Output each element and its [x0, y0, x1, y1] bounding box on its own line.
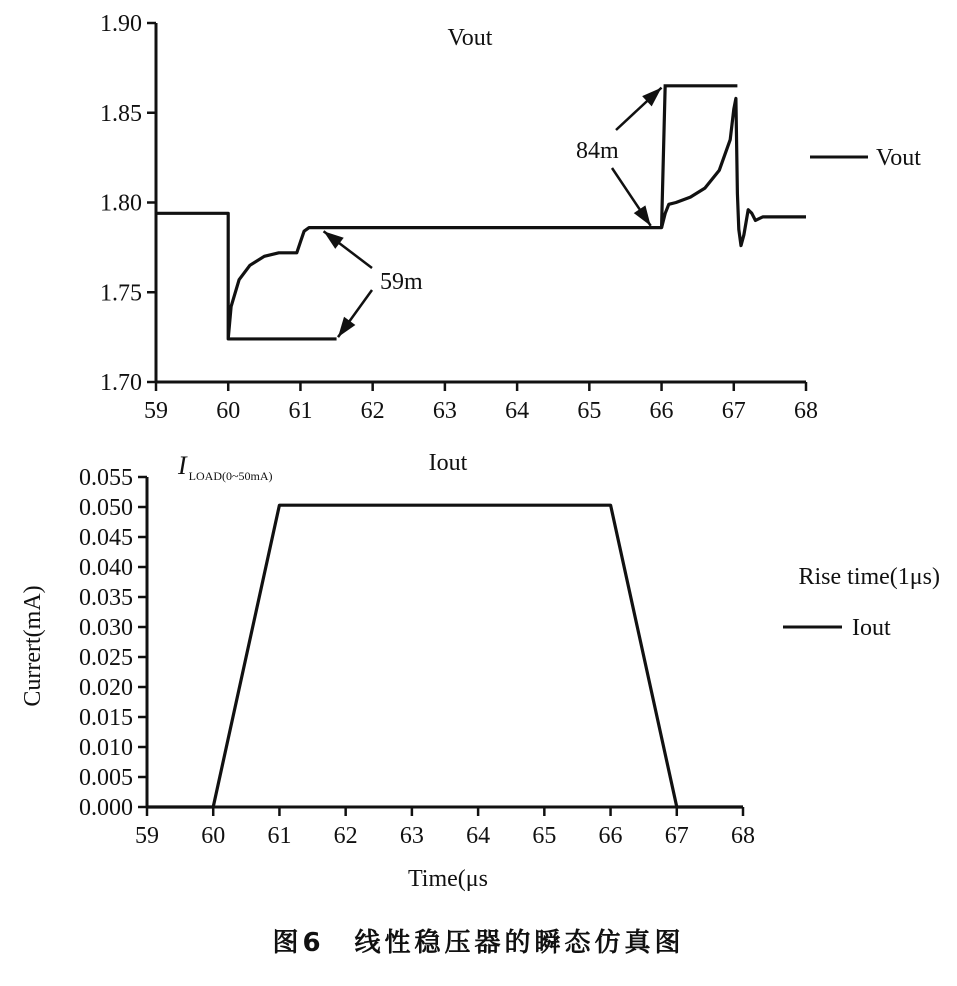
iout-y-tick-label: 0.035 [79, 585, 133, 611]
vout-chart-title: Vout [447, 25, 493, 51]
iout-axes [79, 465, 755, 849]
vout-x-tick-label: 66 [649, 398, 674, 424]
vout-axes [100, 11, 818, 424]
vout-x-tick-label: 65 [577, 398, 602, 424]
iout-chart [20, 450, 940, 892]
iout-y-tick-label: 0.005 [79, 765, 133, 791]
iout-x-tick-label: 64 [466, 823, 491, 849]
iout-y-tick-label: 0.050 [79, 495, 133, 521]
vout-x-tick-label: 60 [216, 398, 241, 424]
iout-y-tick-label: 0.045 [79, 525, 133, 551]
vout-y-tick-label: 1.75 [100, 280, 142, 307]
annotation-59m: 59m [380, 269, 423, 295]
iout-y-tick-label: 0.010 [79, 735, 133, 761]
iout-x-tick-label: 60 [201, 823, 226, 849]
iout-y-tick-label: 0.025 [79, 645, 133, 671]
iout-x-tick-label: 65 [532, 823, 557, 849]
vout-x-tick-label: 64 [505, 398, 530, 424]
vout-legend [810, 145, 921, 171]
arrow-59m-down-head [338, 317, 355, 337]
annotation-84m: 84m [576, 138, 619, 164]
figure-caption: 图6 线性稳压器的瞬态仿真图 [272, 928, 685, 958]
vout-y-tick-label: 1.70 [100, 370, 142, 396]
vout-x-tick-label: 67 [721, 398, 746, 424]
arrow-59m-up-head [324, 231, 344, 249]
vout-annotations [324, 88, 662, 338]
vout-y-tick-label: 1.80 [100, 190, 142, 217]
vout-x-tick-label: 59 [144, 398, 168, 424]
iout-x-tick-label: 68 [731, 823, 755, 849]
iout-series-line [147, 505, 743, 807]
iout-y-tick-label: 0.030 [79, 615, 133, 641]
iout-y-tick-label: 0.055 [79, 465, 133, 491]
iload-label-main: I [178, 451, 187, 480]
iout-x-tick-label: 59 [135, 823, 159, 849]
iout-x-tick-label: 63 [399, 823, 424, 849]
vout-x-tick-label: 63 [432, 398, 457, 424]
iout-legend [783, 615, 891, 641]
iload-label-sub: LOAD(0~50mA) [188, 469, 273, 483]
iout-y-tick-label: 0.000 [79, 795, 133, 821]
vout-y-tick-label: 1.85 [100, 100, 142, 127]
iout-y-tick-label: 0.040 [79, 555, 133, 581]
iout-chart-title: Iout [428, 450, 468, 476]
vout-x-tick-label: 68 [794, 398, 818, 424]
arrow-84m-down-head [634, 205, 651, 226]
iout-x-tick-label: 66 [598, 823, 623, 849]
vout-envelope-upper [662, 86, 738, 228]
iout-x-label: Time(μs [407, 866, 489, 892]
vout-series-line [156, 98, 806, 339]
iout-x-tick-label: 67 [664, 823, 689, 849]
iout-y-label: Currert(mA) [20, 585, 46, 707]
vout-legend-label: Vout [876, 145, 921, 171]
iout-x-tick-label: 61 [267, 823, 292, 849]
vout-x-tick-label: 62 [360, 398, 385, 424]
vout-x-tick-label: 61 [288, 398, 313, 424]
iout-y-tick-label: 0.015 [79, 705, 133, 731]
iout-y-tick-label: 0.020 [79, 675, 133, 701]
iout-legend-label: Iout [852, 615, 891, 641]
vout-chart [100, 11, 921, 424]
vout-envelope [228, 86, 737, 339]
vout-y-tick-label: 1.90 [100, 11, 142, 37]
iload-label [177, 451, 272, 483]
iout-x-tick-label: 62 [333, 823, 358, 849]
rise-time-note: Rise time(1μs) [798, 564, 940, 590]
